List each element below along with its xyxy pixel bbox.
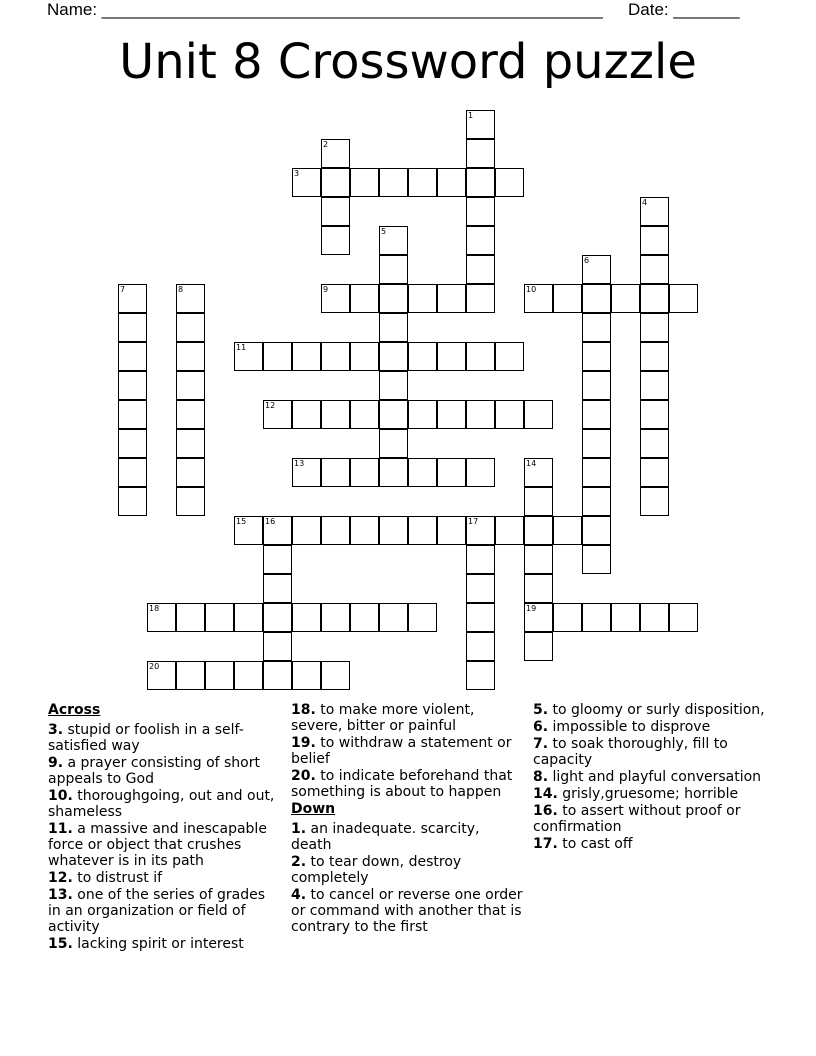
grid-cell[interactable] (321, 284, 350, 313)
clue-number: 1. (291, 821, 307, 837)
grid-cell[interactable] (379, 168, 408, 197)
grid-cell[interactable] (147, 603, 176, 632)
grid-cell[interactable] (321, 400, 350, 429)
grid-cell[interactable] (582, 545, 611, 574)
clue-text: to withdraw a statement or belief (291, 735, 512, 767)
grid-cell[interactable] (582, 255, 611, 284)
grid-cell[interactable] (466, 226, 495, 255)
grid-cell[interactable] (176, 487, 205, 516)
grid-cell[interactable] (466, 168, 495, 197)
grid-cell[interactable] (466, 400, 495, 429)
grid-cell[interactable] (524, 516, 553, 545)
grid-cell[interactable] (640, 284, 669, 313)
across-clue (48, 788, 278, 820)
grid-cell[interactable] (582, 342, 611, 371)
grid-cell[interactable] (350, 400, 379, 429)
clues-column-1 (48, 702, 278, 953)
grid-cell[interactable] (176, 284, 205, 313)
grid-cell[interactable] (263, 342, 292, 371)
grid-cell[interactable] (408, 284, 437, 313)
grid-cell[interactable] (582, 371, 611, 400)
grid-cell[interactable] (582, 284, 611, 313)
clue-text: to soak thoroughly, fill to capacity (533, 736, 728, 768)
grid-cell[interactable] (466, 284, 495, 313)
grid-cell[interactable] (611, 603, 640, 632)
grid-cell[interactable] (640, 458, 669, 487)
grid-cell[interactable] (495, 516, 524, 545)
clue-number: 20. (291, 768, 316, 784)
grid-cell[interactable] (118, 400, 147, 429)
grid-cell[interactable] (205, 661, 234, 690)
grid-cell[interactable] (379, 371, 408, 400)
grid-cell[interactable] (321, 458, 350, 487)
grid-cell[interactable] (611, 284, 640, 313)
grid-cell[interactable] (118, 313, 147, 342)
clue-number: 2. (291, 854, 307, 870)
down-clue (533, 786, 765, 802)
grid-cell[interactable] (321, 603, 350, 632)
grid-cell[interactable] (118, 429, 147, 458)
grid-cell[interactable] (263, 661, 292, 690)
grid-cell[interactable] (205, 603, 234, 632)
grid-cell[interactable] (176, 603, 205, 632)
grid-cell[interactable] (495, 342, 524, 371)
grid-cell[interactable] (582, 516, 611, 545)
grid-cell[interactable] (437, 342, 466, 371)
down-clue (291, 854, 523, 886)
grid-cell[interactable] (640, 255, 669, 284)
grid-cell[interactable] (350, 516, 379, 545)
down-clue (291, 821, 523, 853)
clue-number-17: 17 (468, 517, 479, 526)
grid-cell[interactable] (263, 400, 292, 429)
across-clue (291, 735, 523, 767)
clue-number: 5. (533, 702, 549, 718)
clue-number: 6. (533, 719, 549, 735)
clue-text: to distrust if (72, 870, 163, 886)
grid-cell[interactable] (350, 458, 379, 487)
grid-cell[interactable] (350, 342, 379, 371)
down-clue (533, 702, 765, 718)
clue-heading: Down (291, 801, 336, 817)
grid-cell[interactable] (640, 313, 669, 342)
grid-cell[interactable] (524, 458, 553, 487)
clue-number: 9. (48, 755, 64, 771)
clue-number: 17. (533, 836, 558, 852)
clue-text: light and playful conversation (548, 769, 762, 785)
grid-cell[interactable] (350, 603, 379, 632)
clue-number-7: 7 (120, 285, 126, 294)
grid-cell[interactable] (234, 661, 263, 690)
grid-cell[interactable] (640, 603, 669, 632)
grid-cell[interactable] (176, 342, 205, 371)
clue-number-13: 13 (294, 459, 305, 468)
date-field-label: Date: _______ (628, 0, 740, 19)
clue-text: to make more violent, severe, bitter or painful (291, 702, 475, 734)
page-title: Unit 8 Crossword puzzle (119, 34, 697, 90)
grid-cell[interactable] (176, 400, 205, 429)
grid-cell[interactable] (640, 226, 669, 255)
grid-cell[interactable] (553, 603, 582, 632)
grid-cell[interactable] (524, 574, 553, 603)
across-clue (48, 936, 278, 952)
clue-text: to cancel or reverse one order or command with another that is contrary to the first (291, 887, 523, 935)
grid-cell[interactable] (379, 458, 408, 487)
grid-cell[interactable] (495, 168, 524, 197)
grid-cell[interactable] (640, 197, 669, 226)
grid-cell[interactable] (582, 487, 611, 516)
clue-text: a massive and inescapable force or object that crushes whatever is in its path (48, 821, 267, 869)
across-clue (48, 887, 278, 935)
grid-cell[interactable] (147, 661, 176, 690)
grid-cell[interactable] (524, 545, 553, 574)
clue-number-20: 20 (149, 662, 160, 671)
grid-cell[interactable] (408, 342, 437, 371)
grid-cell[interactable] (437, 516, 466, 545)
grid-cell[interactable] (379, 226, 408, 255)
grid-cell[interactable] (437, 400, 466, 429)
grid-cell[interactable] (321, 168, 350, 197)
grid-cell[interactable] (408, 168, 437, 197)
grid-cell[interactable] (669, 603, 698, 632)
clue-number-6: 6 (584, 256, 590, 265)
grid-cell[interactable] (408, 516, 437, 545)
clue-number: 10. (48, 788, 73, 804)
grid-cell[interactable] (524, 487, 553, 516)
grid-cell[interactable] (466, 574, 495, 603)
grid-cell[interactable] (379, 400, 408, 429)
across-clue (48, 821, 278, 869)
grid-cell[interactable] (263, 632, 292, 661)
grid-cell[interactable] (466, 545, 495, 574)
grid-cell[interactable] (321, 516, 350, 545)
clue-number-9: 9 (323, 285, 329, 294)
clue-number: 13. (48, 887, 73, 903)
grid-cell[interactable] (321, 342, 350, 371)
clues-column-2 (291, 702, 523, 936)
clue-text: an inadequate. scarcity, death (291, 821, 480, 853)
grid-cell[interactable] (640, 400, 669, 429)
grid-cell[interactable] (379, 342, 408, 371)
clue-text: stupid or foolish in a self-satisfied way (48, 722, 244, 754)
grid-cell[interactable] (234, 516, 263, 545)
grid-cell[interactable] (176, 429, 205, 458)
across-clue (48, 755, 278, 787)
grid-cell[interactable] (176, 458, 205, 487)
grid-cell[interactable] (582, 313, 611, 342)
down-clue (533, 836, 765, 852)
grid-cell[interactable] (263, 516, 292, 545)
grid-cell[interactable] (292, 342, 321, 371)
clue-number-18: 18 (149, 604, 160, 613)
grid-cell[interactable] (466, 516, 495, 545)
grid-cell[interactable] (321, 661, 350, 690)
grid-cell[interactable] (582, 429, 611, 458)
clue-number-8: 8 (178, 285, 184, 294)
across-clue (48, 722, 278, 754)
grid-cell[interactable] (350, 168, 379, 197)
grid-cell[interactable] (321, 226, 350, 255)
grid-cell[interactable] (118, 284, 147, 313)
down-clue (533, 719, 765, 735)
grid-cell[interactable] (553, 284, 582, 313)
grid-cell[interactable] (466, 342, 495, 371)
grid-cell[interactable] (379, 429, 408, 458)
clue-text: to tear down, destroy completely (291, 854, 462, 886)
clue-number-15: 15 (236, 517, 247, 526)
grid-cell[interactable] (118, 487, 147, 516)
clue-number: 18. (291, 702, 316, 718)
grid-cell[interactable] (437, 168, 466, 197)
grid-cell[interactable] (176, 371, 205, 400)
grid-cell[interactable] (292, 168, 321, 197)
grid-cell[interactable] (379, 313, 408, 342)
grid-cell[interactable] (437, 284, 466, 313)
grid-cell[interactable] (292, 661, 321, 690)
grid-cell[interactable] (466, 255, 495, 284)
grid-cell[interactable] (379, 603, 408, 632)
clue-number: 3. (48, 722, 64, 738)
clue-number-11: 11 (236, 343, 247, 352)
clue-text: to gloomy or surly disposition, (548, 702, 765, 718)
grid-cell[interactable] (466, 197, 495, 226)
grid-cell[interactable] (263, 603, 292, 632)
clue-number-5: 5 (381, 227, 387, 236)
grid-cell[interactable] (350, 284, 379, 313)
clue-number: 14. (533, 786, 558, 802)
grid-cell[interactable] (524, 632, 553, 661)
clue-number-10: 10 (526, 285, 537, 294)
grid-cell[interactable] (292, 603, 321, 632)
grid-cell[interactable] (466, 139, 495, 168)
grid-cell[interactable] (524, 603, 553, 632)
clue-number: 8. (533, 769, 549, 785)
grid-cell[interactable] (553, 516, 582, 545)
clue-number-19: 19 (526, 604, 537, 613)
clue-number: 15. (48, 936, 73, 952)
grid-cell[interactable] (234, 342, 263, 371)
clue-text: thoroughgoing, out and out, shameless (48, 788, 275, 820)
grid-cell[interactable] (292, 458, 321, 487)
grid-cell[interactable] (379, 255, 408, 284)
grid-cell[interactable] (640, 487, 669, 516)
clue-text: to assert without proof or confirmation (533, 803, 741, 835)
grid-cell[interactable] (466, 603, 495, 632)
grid-cell[interactable] (466, 632, 495, 661)
grid-cell[interactable] (234, 603, 263, 632)
grid-cell[interactable] (582, 458, 611, 487)
name-field-label: Name: _____________________________________________________ (47, 0, 603, 19)
clue-text: one of the series of grades in an organization or field of activity (48, 887, 266, 935)
clue-text: lacking spirit or interest (72, 936, 244, 952)
grid-cell[interactable] (437, 458, 466, 487)
grid-cell[interactable] (118, 342, 147, 371)
grid-cell[interactable] (582, 603, 611, 632)
clues-column-3 (533, 702, 765, 853)
grid-cell[interactable] (466, 110, 495, 139)
grid-cell[interactable] (524, 400, 553, 429)
clue-number: 7. (533, 736, 549, 752)
grid-cell[interactable] (640, 342, 669, 371)
grid-cell[interactable] (118, 371, 147, 400)
down-clue (533, 736, 765, 768)
clue-number: 16. (533, 803, 558, 819)
clue-number: 12. (48, 870, 73, 886)
grid-cell[interactable] (263, 574, 292, 603)
grid-cell[interactable] (640, 429, 669, 458)
grid-cell[interactable] (176, 661, 205, 690)
grid-cell[interactable] (263, 545, 292, 574)
grid-cell[interactable] (321, 139, 350, 168)
down-clue (533, 769, 765, 785)
grid-cell[interactable] (640, 371, 669, 400)
clue-number: 19. (291, 735, 316, 751)
across-clue (48, 870, 278, 886)
clue-text: a prayer consisting of short appeals to God (48, 755, 260, 787)
grid-cell[interactable] (466, 661, 495, 690)
grid-cell[interactable] (582, 400, 611, 429)
clue-number-12: 12 (265, 401, 276, 410)
grid-cell[interactable] (495, 400, 524, 429)
across-clue (291, 768, 523, 800)
grid-cell[interactable] (292, 516, 321, 545)
grid-cell[interactable] (408, 400, 437, 429)
grid-cell[interactable] (408, 458, 437, 487)
clue-number-14: 14 (526, 459, 537, 468)
grid-cell[interactable] (669, 284, 698, 313)
down-clue (291, 887, 523, 935)
clue-number-1: 1 (468, 111, 474, 120)
grid-cell[interactable] (292, 400, 321, 429)
grid-cell[interactable] (466, 458, 495, 487)
clue-text: impossible to disprove (548, 719, 711, 735)
clue-heading: Across (48, 702, 101, 718)
grid-cell[interactable] (379, 284, 408, 313)
grid-cell[interactable] (176, 313, 205, 342)
grid-cell[interactable] (408, 603, 437, 632)
clue-number: 11. (48, 821, 73, 837)
clue-number: 4. (291, 887, 307, 903)
clue-number-16: 16 (265, 517, 276, 526)
clue-number-2: 2 (323, 140, 329, 149)
down-clue (533, 803, 765, 835)
clue-text: to cast off (557, 836, 633, 852)
grid-cell[interactable] (321, 197, 350, 226)
grid-cell[interactable] (379, 516, 408, 545)
clue-text: grisly,gruesome; horrible (557, 786, 739, 802)
clue-number-3: 3 (294, 169, 300, 178)
grid-cell[interactable] (524, 284, 553, 313)
grid-cell[interactable] (118, 458, 147, 487)
clue-text: to indicate beforehand that something is about to happen (291, 768, 513, 800)
across-clue (291, 702, 523, 734)
clue-number-4: 4 (642, 198, 648, 207)
